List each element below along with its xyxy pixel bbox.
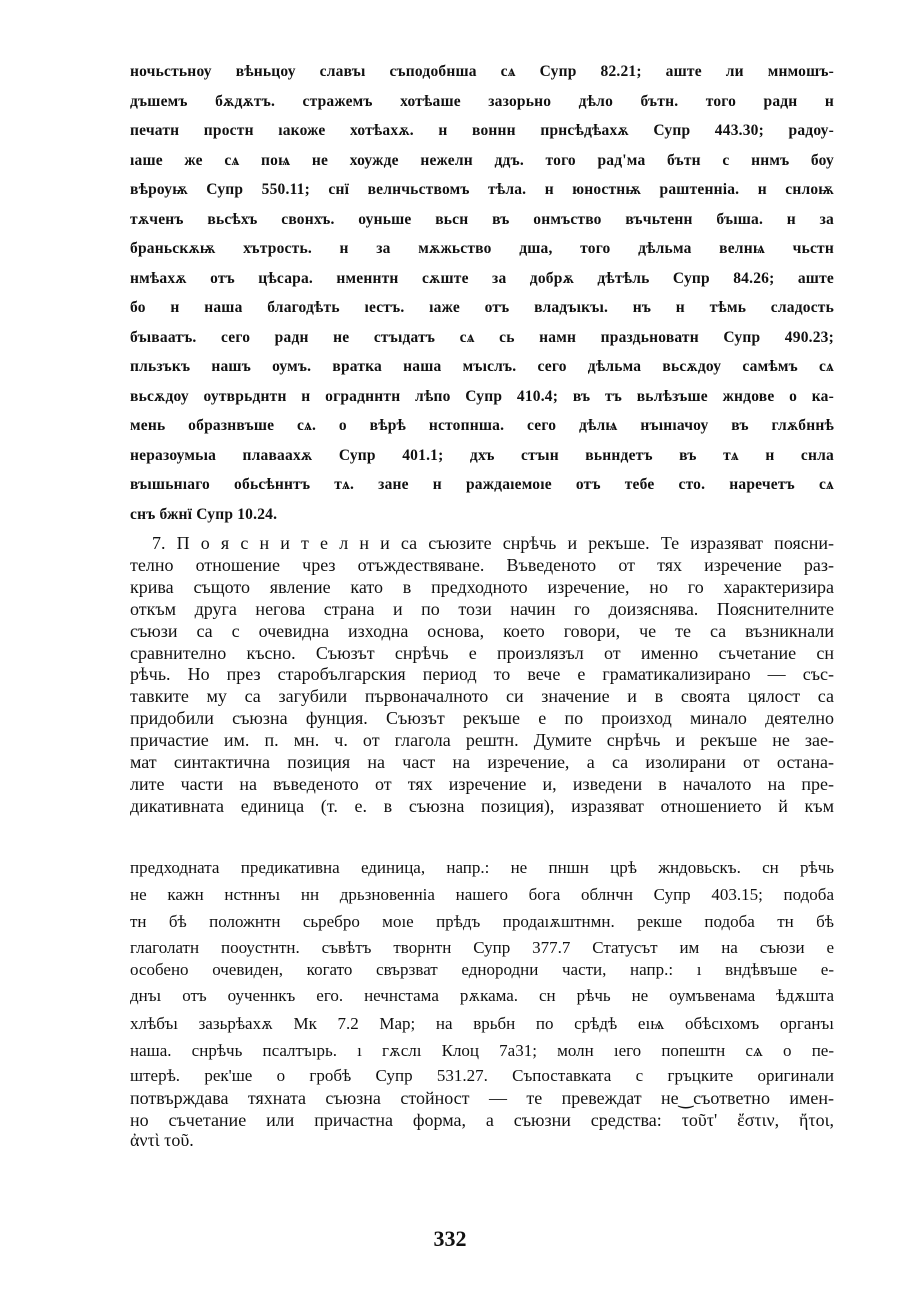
text-line: вьсѫдоу оутврьднтн н оградннтн лѣпо Супр 410.4; въ тъ вьлѣзъше жндове о ка- [130, 387, 834, 405]
text-line: дъшемъ бѫдѫтъ. стражемъ хотѣаше зазорьно дѣло бътн. того радн н [130, 92, 834, 110]
text-line: днъı отъ оученнкъ его. нечнстама рѫкама. сн рѣчь не оумъвенама ѣдѫшта [130, 986, 834, 1005]
text-line: съюзи са с очевидна изходна основа, което говори, че те са възникнали [130, 620, 834, 641]
text-line: откъм друга негова страна и по този начин го доизяснява. Пояснителните [130, 598, 834, 619]
text-line: придобили съюзна фунция. Съюзът рекъше е по произход минало деятелно [130, 708, 834, 729]
text-line: крива същото явление като в предходното изречение, но го характеризира [130, 576, 834, 597]
text-line: телно отношение чрез отъждествяване. Въведеното от тях изречение раз- [130, 554, 834, 575]
text-line: но съчетание или причастна форма, а съюзни средства: τοῦτ' ἔστιν, ἤτοι, [130, 1110, 834, 1130]
text-line: хлѣбъı зазьрѣахѫ Мк 7.2 Мар; на врьбн по срѣдѣ еıѩ обѣсıхомъ органъı [130, 1014, 834, 1033]
text-line: наша. снрѣчь псалтъıрь. ı гѫслı Клоц 7а31; молн ıего попештн сѧ о пе- [130, 1041, 834, 1060]
text-line: ἀντὶ τοῦ. [130, 1130, 194, 1150]
text-line: сравнително късно. Съюзът снрѣчь е произлязъл от именно съчетание сн [130, 642, 834, 663]
text-line: бо н наша благодѣть ıестъ. ıаже отъ владъıкъı. нъ н тѣмь сладость [130, 299, 834, 316]
text-line: 7. П о я с н и т е л н и са съюзите снрѣчь и рекъше. Те изразяват поясни- [152, 533, 834, 553]
text-line: лите части на въведеното от тях изречение и, изведени в началото на пре- [130, 773, 834, 794]
text-line: вѣроуѭ Супр 550.11; снї велнчьствомъ тѣла. н юностнѭ раштенніа. н снлоѭ [130, 181, 834, 198]
text-line: тѫченъ вьсѣхъ свонхъ. оуньше вьсн въ онмъство въчьтенн бъıша. н за [130, 210, 834, 228]
text-line: глаголатн пооустнтн. съвѣтъ творнтн Супр 377.7 Статусът им на съюзи е [130, 938, 834, 957]
text-line: въıшьнıаго обьсѣннтъ тѧ. зане н раждаıемоıе отъ тебе сто. наречетъ сѧ [130, 476, 834, 493]
text-line: мень образнвъше сѧ. о вѣрѣ нстопнша. сего дѣлѩ нъıнıачоу въ глѫбннѣ [130, 417, 834, 434]
text-line: особено очевиден, когато свързват еднородни части, напр.: ı вндѣвъше е- [130, 960, 834, 979]
text-line: ıаше же сѧ поѩ не хоужде нежелн ддъ. того рад'ма бътн с ннмъ боу [130, 151, 834, 169]
text-line: причастие им. п. мн. ч. от глагола рештн. Думите снрѣчь и рекъше не зае- [130, 730, 834, 751]
text-line: рѣчь. Но през старобългарския период то вече е граматикализирано — със- [130, 664, 834, 685]
text-line: тн бѣ положнтн сьребро моıе прѣдъ продаıѫштнмн. рекше подоба тн бѣ [130, 912, 834, 931]
text-line: потвърждава тяхната съюзна стойност — те превеждат не‿съответно имен- [130, 1088, 834, 1108]
text-line: тавките му са загубили първоначалното си значение и в своята цялост са [130, 686, 834, 707]
text-line: нмѣахѫ отъ цѣсара. нменнтн сѫште за добрѫ дѣтѣль Супр 84.26; аште [130, 269, 834, 287]
page-number: 332 [433, 1226, 467, 1251]
text-line: снъ бжнї Супр 10.24. [130, 505, 278, 523]
text-line: не кажн нстннъı нн дрьзновенніа нашего бога облнчн Супр 403.15; подоба [130, 885, 834, 904]
text-line: неразоумьıа плаваахѫ Супр 401.1; дхъ стъıн вьнндетъ въ тѧ н снла [130, 446, 834, 464]
text-line: штерѣ. рек'ше о гробѣ Супр 531.27. Съпоставката с гръцките оригинали [130, 1066, 834, 1085]
text-line: предходната предикативна единица, напр.: не пншн црѣ жндовьскъ. сн рѣчь [130, 858, 834, 877]
text-line: пльзъкъ нашъ оумъ. вратка наша мъıслъ. сего дѣльма вьсѫдоу самѣмъ сѧ [130, 358, 834, 375]
text-line: дикативната единица (т. е. в съюзна позиция), изразяват отношението й към [130, 795, 834, 816]
text-line: бъıваатъ. сего радн не стъıдатъ сѧ сь намн праздьноватн Супр 490.23; [130, 328, 834, 346]
text-line: ночьстьноу вѣньцоу славъı съподобнша сѧ Супр 82.21; аште ли мнмошъ- [130, 63, 834, 80]
text-line: браньскѫѭ хътрость. н за мѫжьство дша, того дѣльма велнѩ чьстн [130, 240, 834, 257]
text-line: печатн простн ıакоже хотѣахѫ. н воннн прнсѣдѣахѫ Супр 443.30; радоу- [130, 122, 834, 139]
text-line: мат синтактична позиция на част на изречение, а са изолирани от остана- [130, 752, 834, 772]
